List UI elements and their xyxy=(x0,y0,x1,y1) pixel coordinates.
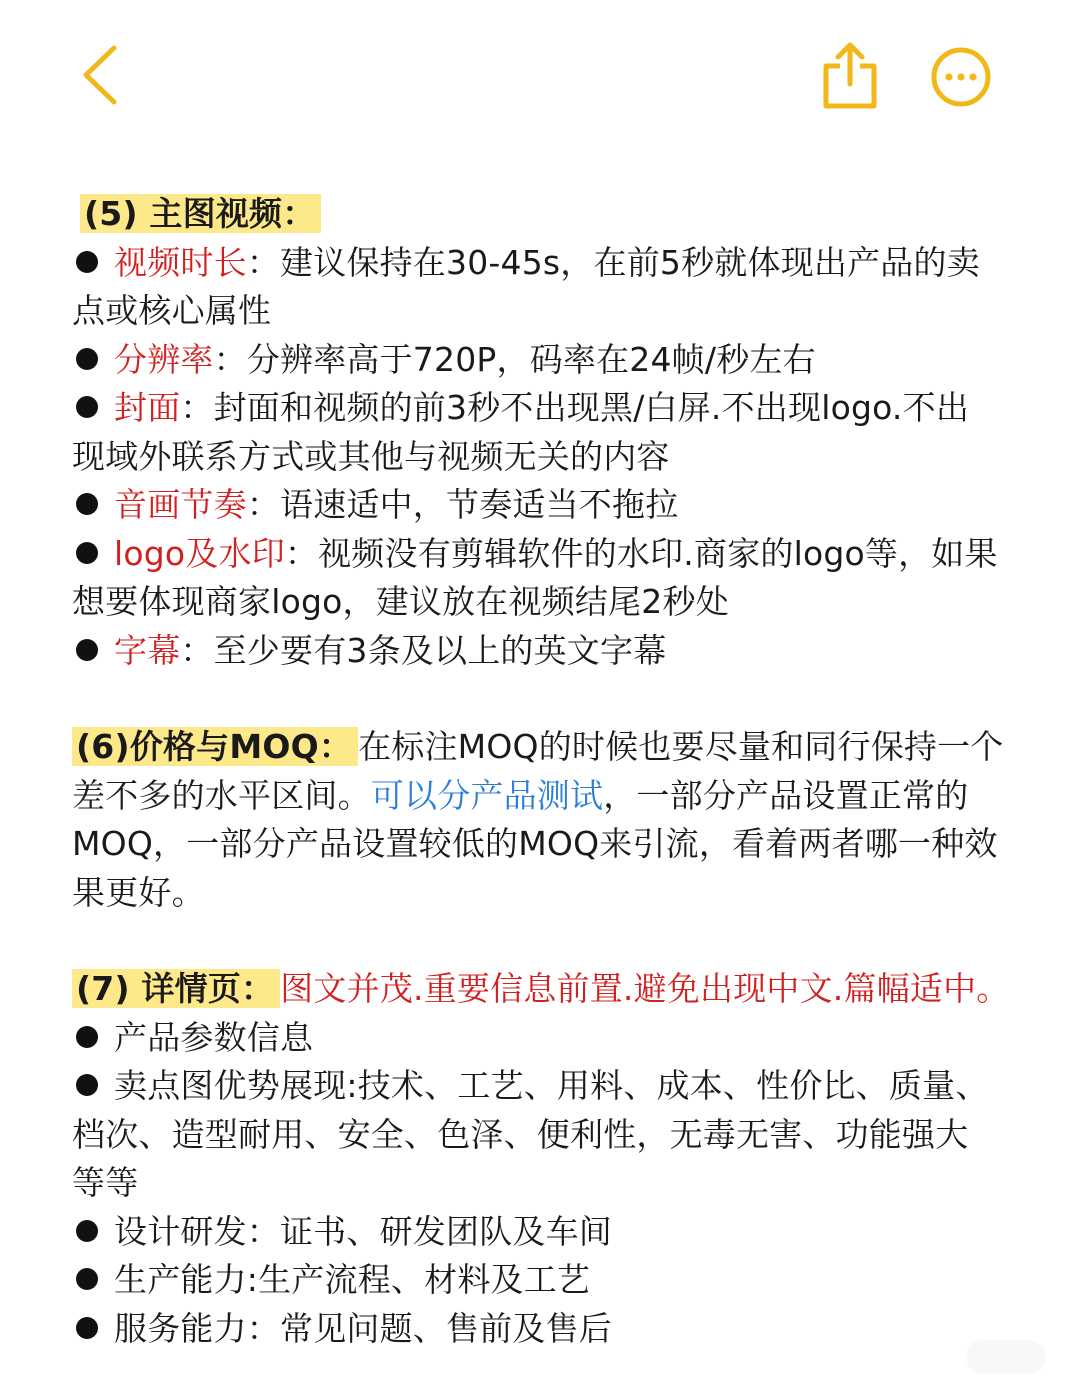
bullet-icon xyxy=(76,542,98,564)
list-item xyxy=(72,627,1032,676)
list-item-continuation: 等等 xyxy=(72,1163,139,1202)
more-icon[interactable] xyxy=(930,46,992,108)
paragraph-text: 差不多的水平区间。 xyxy=(72,775,371,815)
highlight-text: 可以分产品测试 xyxy=(370,775,604,815)
duration-label: 视频时长 xyxy=(114,242,247,282)
section-7-summary: 图文并茂.重要信息前置.避免出现中文.篇幅适中。 xyxy=(280,969,1010,1008)
list-item-continuation: 现域外联系方式或其他与视频无关的内容 xyxy=(72,436,670,476)
subtitle-label: 字幕 xyxy=(114,630,181,670)
list-item-continuation: 档次、造型耐用、安全、色泽、便利性，无毒无害、功能强大 xyxy=(72,1114,969,1154)
bullet-icon xyxy=(76,1317,98,1339)
resolution-label: 分辨率 xyxy=(114,339,214,379)
list-item-text: 服务能力：常见问题、售前及售后 xyxy=(114,1308,612,1348)
list-item-continuation: 点或核心属性 xyxy=(72,291,272,330)
cover-label: 封面 xyxy=(114,388,181,427)
bullet-icon xyxy=(76,639,98,661)
list-item xyxy=(72,1062,1032,1111)
logo-text: ：视频没有剪辑软件的水印.商家的logo等，如果 xyxy=(284,533,998,573)
paragraph-text: ，一部分产品设置正常的 xyxy=(603,775,969,815)
list-item xyxy=(72,336,1032,385)
share-icon[interactable] xyxy=(822,40,878,110)
list-item-text: 设计研发：证书、研发团队及车间 xyxy=(114,1211,612,1251)
resolution-text: ：分辨率高于720P，码率在24帧/秒左右 xyxy=(213,339,816,379)
list-item xyxy=(72,530,1032,579)
list-item-continuation: 想要体现商家logo，建议放在视频结尾2秒处 xyxy=(72,582,729,621)
logo-label: logo及水印 xyxy=(114,533,285,573)
list-item xyxy=(72,239,1032,288)
section-7-heading-line xyxy=(72,965,1032,1014)
section-6-heading-line xyxy=(72,723,1032,772)
bullet-icon xyxy=(76,1220,98,1242)
bullet-icon xyxy=(76,251,98,273)
section-5-heading-line xyxy=(72,190,1032,239)
top-toolbar xyxy=(0,0,1079,150)
list-item-text: 卖点图优势展现:技术、工艺、用料、成本、性价比、质量、 xyxy=(114,1066,989,1105)
note-content xyxy=(72,190,1032,1353)
section-6-heading: (6)价格与MOQ： xyxy=(72,727,358,766)
bullet-icon xyxy=(76,1026,98,1048)
list-item-text: 产品参数信息 xyxy=(114,1017,314,1057)
list-item xyxy=(72,1256,1032,1305)
list-item xyxy=(72,1208,1032,1257)
rhythm-label: 音画节奏 xyxy=(114,485,247,524)
section-6-text: 在标注MOQ的时候也要尽量和同行保持一个 xyxy=(358,727,1004,766)
cover-text: ：封面和视频的前3秒不出现黑/白屏.不出现logo.不出 xyxy=(180,388,970,427)
bullet-icon xyxy=(76,396,98,418)
list-item xyxy=(72,1014,1032,1063)
list-item xyxy=(72,481,1032,530)
section-7-heading: (7) 详情页： xyxy=(72,969,280,1008)
list-item xyxy=(72,1305,1032,1354)
paragraph-line: 果更好。 xyxy=(72,872,205,912)
bullet-icon xyxy=(76,348,98,370)
paragraph-line: MOQ，一部分产品设置较低的MOQ来引流，看着两者哪一种效 xyxy=(72,824,998,863)
rhythm-text: ：语速适中，节奏适当不拖拉 xyxy=(246,485,679,524)
paragraph-line xyxy=(72,772,1032,821)
section-5-heading: (5) 主图视频： xyxy=(80,194,321,233)
bullet-icon xyxy=(76,1268,98,1290)
subtitle-text: ：至少要有3条及以上的英文字幕 xyxy=(180,630,667,670)
list-item xyxy=(72,384,1032,433)
bullet-icon xyxy=(76,493,98,515)
bullet-icon xyxy=(76,1074,98,1096)
chevron-left-icon[interactable] xyxy=(78,44,122,106)
watermark xyxy=(966,1340,1046,1374)
duration-text: ：建议保持在30-45s，在前5秒就体现出产品的卖 xyxy=(246,242,980,282)
list-item-text: 生产能力:生产流程、材料及工艺 xyxy=(114,1260,591,1299)
